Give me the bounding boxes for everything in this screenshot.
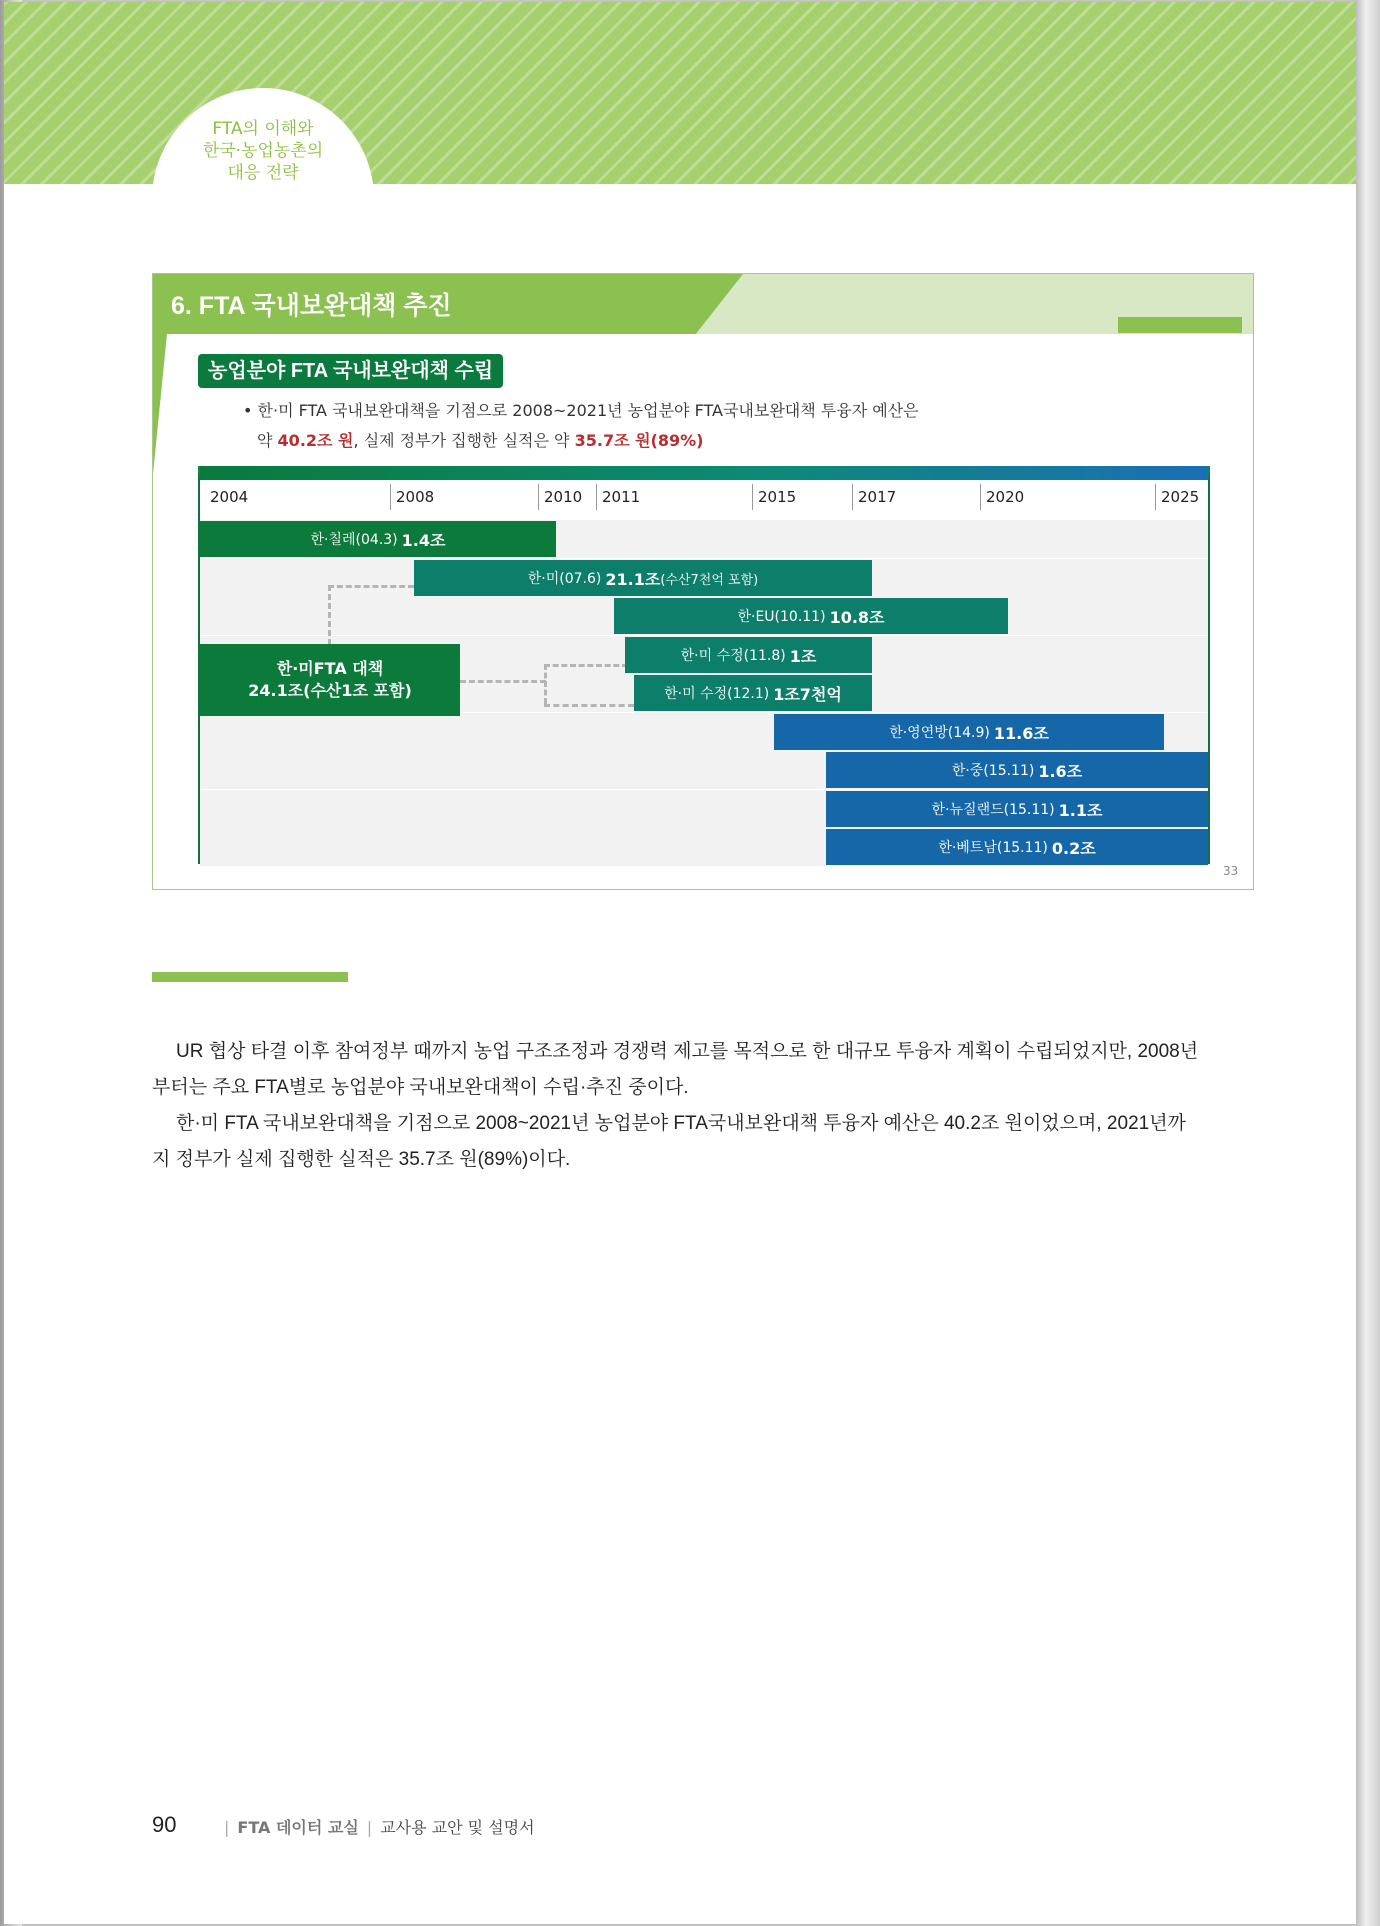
bar-amount: 21.1조 (605, 569, 661, 589)
fta-bar-china (826, 752, 1208, 788)
footer-separator: | (224, 1818, 230, 1837)
section-tab-line-3: 대응 전략 (227, 163, 299, 183)
year-label: 2020 (986, 488, 1025, 506)
footer-page-number: 90 (152, 1812, 177, 1837)
bar-label: 한·뉴질랜드(15.11) (931, 802, 1055, 818)
section-tab-line-1: FTA의 이해와 (212, 119, 314, 139)
bar-amount: 0.2조 (1051, 838, 1096, 858)
fta-bar-eu (614, 598, 1008, 634)
year-label: 2015 (758, 488, 797, 506)
section-divider (152, 972, 348, 982)
body-paragraph-1-line-2: 부터는 주요 FTA별로 농업분야 국내보완대책이 수립·추진 중이다. (152, 1077, 689, 1098)
year-divider (390, 484, 391, 510)
bar-label: 한·미 수정(11.8) (680, 648, 786, 664)
bar-label: 한·미 수정(12.1) (664, 686, 770, 702)
fta-timeline-chart (198, 466, 1210, 864)
slide-corner-decoration (153, 334, 167, 474)
slide-title: 6. FTA 국내보완대책 추진 (171, 292, 452, 320)
year-divider (596, 484, 597, 510)
year-label: 2008 (396, 488, 435, 506)
fta-bar-us-revision-2 (634, 675, 872, 711)
connector-line (328, 585, 331, 645)
slide-subtitle: 농업분야 FTA 국내보완대책 수립 (198, 354, 503, 388)
bullet-prefix: 약 (257, 431, 278, 450)
connector-line (544, 704, 634, 707)
bar-note: (수산7천억 포함) (660, 572, 759, 588)
bullet-middle: , 실제 정부가 집행한 실적은 약 (353, 431, 575, 450)
body-paragraph-2-line-2: 지 정부가 실제 집행한 실적은 35.7조 원(89%)이다. (152, 1149, 571, 1170)
year-divider (852, 484, 853, 510)
year-label: 2004 (210, 488, 249, 506)
section-tab-line-2: 한국·농업농촌의 (202, 141, 324, 161)
footer-running-title (216, 1815, 535, 1838)
page-edge-shadow (1356, 0, 1380, 1926)
footer-book-title: FTA 데이터 교실 (237, 1818, 359, 1837)
bar-label: 한·베트남(15.11) (938, 840, 1048, 856)
footer-subtitle: 교사용 교안 및 설명서 (380, 1818, 535, 1837)
us-fta-measures-box (200, 644, 460, 716)
bar-label: 한·미(07.6) (527, 571, 602, 587)
timeline-top-bar (200, 466, 1208, 480)
slide-bullet-line-2 (257, 428, 703, 451)
actual-amount: 35.7조 원(89%) (574, 431, 704, 450)
bar-amount: 1.1조 (1058, 800, 1103, 820)
year-label: 2010 (544, 488, 583, 506)
book-page (4, 2, 1356, 1924)
box-line-1: 한·미FTA 대책 (276, 659, 384, 678)
fta-bar-us-revision-1 (625, 637, 872, 673)
slide-accent-bar (1118, 317, 1242, 333)
bar-amount: 1.4조 (401, 530, 446, 550)
fta-bar-chile (200, 521, 556, 557)
bar-label: 한·영연방(14.9) (889, 725, 990, 741)
year-label: 2011 (602, 488, 641, 506)
fta-bar-commonwealth (774, 714, 1164, 750)
body-paragraph-1-line-1: UR 협상 타결 이후 참여정부 때까지 농업 구조조정과 경쟁력 제고를 목적으로 한 대규모 투융자 계획이 수립되었지만, 2008년 (176, 1041, 1199, 1062)
bar-amount: 1.6조 (1038, 761, 1083, 781)
bar-label: 한·칠레(04.3) (310, 532, 398, 548)
year-divider (752, 484, 753, 510)
fta-bar-us (414, 560, 872, 596)
bar-label: 한·EU(10.11) (737, 609, 826, 625)
fta-bar-new-zealand (826, 791, 1208, 827)
year-label: 2025 (1161, 488, 1200, 506)
bar-amount: 1조7천억 (773, 684, 842, 704)
fta-bar-vietnam (826, 829, 1208, 865)
slide-page-number: 33 (1223, 864, 1239, 878)
slide-bullet-line-1: • 한·미 FTA 국내보완대책을 기점으로 2008~2021년 농업분야 FTA국내보완대책 투융자 예산은 (243, 401, 919, 420)
box-line-2: 24.1조(수산1조 포함) (248, 681, 412, 700)
budget-amount: 40.2조 원 (277, 431, 354, 450)
bar-amount: 11.6조 (993, 723, 1049, 743)
bar-amount: 1조 (789, 646, 817, 666)
connector-line (544, 664, 628, 667)
body-paragraph-2-line-1: 한·미 FTA 국내보완대책을 기점으로 2008~2021년 농업분야 FTA국내보완대책 투융자 예산은 40.2조 원이었으며, 2021년까 (176, 1113, 1186, 1134)
connector-line (460, 680, 546, 683)
slide-figure (152, 273, 1254, 890)
bar-label: 한·중(15.11) (951, 763, 1035, 779)
connector-line (328, 585, 414, 588)
year-divider (538, 484, 539, 510)
footer-separator: | (366, 1818, 373, 1837)
bar-amount: 10.8조 (829, 607, 885, 627)
year-header-row (200, 480, 1208, 518)
year-divider (1155, 484, 1156, 510)
connector-line (544, 664, 547, 704)
year-divider (980, 484, 981, 510)
year-label: 2017 (858, 488, 897, 506)
